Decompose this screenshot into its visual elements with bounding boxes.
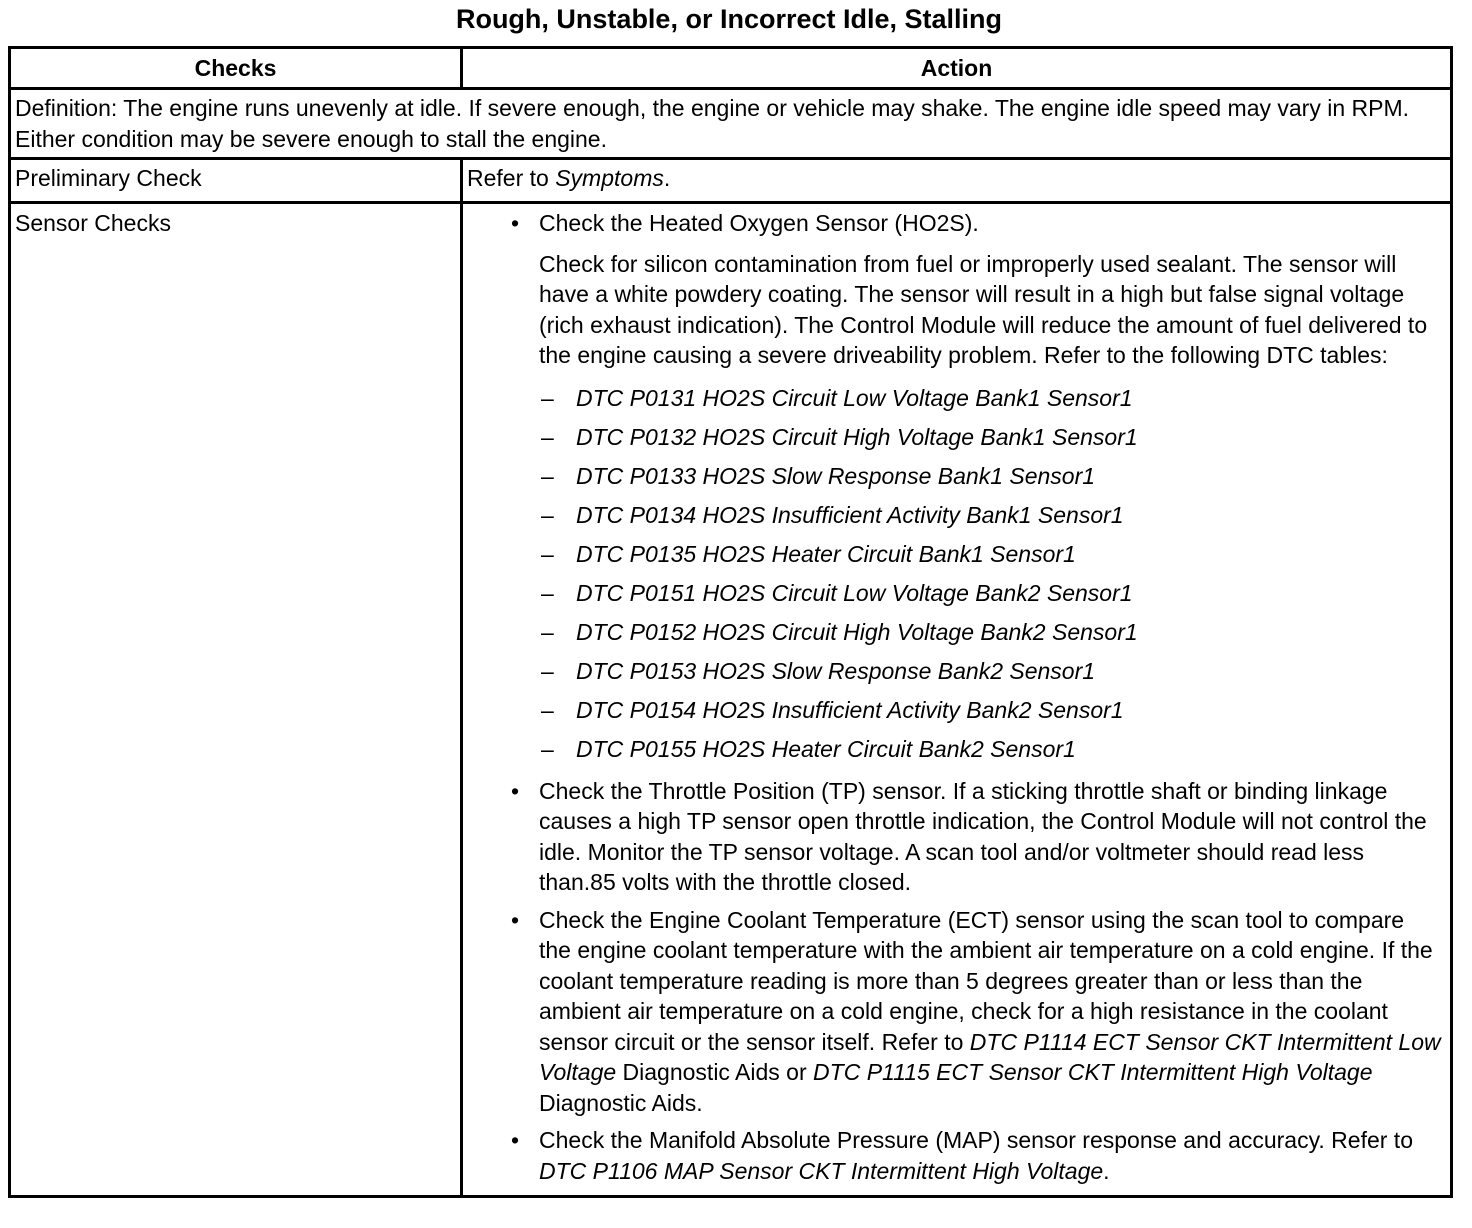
tp-bullet: [505, 776, 1442, 898]
dash-icon: –: [541, 735, 554, 762]
ect-bullet: [505, 905, 1442, 1119]
ect-text: Check the Engine Coolant Temperature (ECT) sensor using the scan tool to compare the engine coolant temperature with the ambient air temperature on a cold engine. If the coolant temperature reading is more than 5 degrees greater than or less than the ambient air temperature on a cold engine, check for a high resistance in the coolant sensor circuit or the sensor itself. Refer to: [539, 906, 1433, 1055]
ho2s-dtc-list: [539, 379, 1442, 769]
map-bullet: [505, 1125, 1442, 1186]
map-text: Check the Manifold Absolute Pressure (MAP) sensor response and accuracy. Refer to: [539, 1127, 1413, 1153]
dtc-reference: DTC P0153 HO2S Slow Response Bank2 Sensor1: [576, 657, 1096, 684]
diagnostic-table: [8, 46, 1453, 1198]
dtc-p1115-reference: DTC P1115 ECT Sensor CKT Intermittent High Voltage: [813, 1059, 1373, 1085]
preliminary-action-prefix: Refer to: [467, 165, 556, 191]
preliminary-row: [10, 159, 1452, 203]
dtc-list-item: [539, 652, 1442, 691]
dash-icon: –: [541, 384, 554, 411]
sensor-check-label: Sensor Checks: [10, 203, 462, 1197]
dtc-reference: DTC P0131 HO2S Circuit Low Voltage Bank1 Sensor1: [576, 384, 1133, 411]
dtc-reference: DTC P0155 HO2S Heater Circuit Bank2 Sensor1: [576, 735, 1076, 762]
action-header: Action: [462, 48, 1452, 89]
dash-icon: –: [541, 462, 554, 489]
dtc-p1114-reference: DTC P1114 ECT Sensor CKT Intermittent Low Voltage: [539, 1028, 1441, 1085]
dash-icon: –: [541, 618, 554, 645]
tp-bullet-text: Check the Throttle Position (TP) sensor. If a sticking throttle shaft or binding linkage causes a high TP sensor open throttle indication, the Control Module will not control the idle. Monitor the TP sensor voltage. A scan tool and/or voltmeter should read less than.85 volts with the throttle closed.: [539, 777, 1427, 895]
ho2s-paragraph: Check for silicon contamination from fuel or improperly used sealant. The sensor will have a white powdery coating. The sensor will result in a high but false signal voltage (rich exhaust indication). The Control Module will reduce the amount of fuel delivered to the engine causing a severe driveability problem. Refer to the following DTC tables:: [539, 250, 1428, 368]
map-bullet-text: [539, 1125, 1442, 1186]
dtc-reference: DTC P0151 HO2S Circuit Low Voltage Bank2 Sensor1: [576, 579, 1133, 606]
ect-bullet-text: [539, 905, 1442, 1119]
dash-icon: –: [541, 657, 554, 684]
sensor-row: [10, 203, 1452, 1197]
dtc-list-item: [539, 535, 1442, 574]
preliminary-check-label: Preliminary Check: [10, 159, 462, 203]
dtc-reference: DTC P0132 HO2S Circuit High Voltage Bank1 Sensor1: [576, 423, 1138, 450]
dash-icon: –: [541, 423, 554, 450]
dtc-list-item: [539, 613, 1442, 652]
dash-icon: –: [541, 540, 554, 567]
ect-end-text: Diagnostic Aids.: [539, 1089, 703, 1116]
dtc-list-item: [539, 418, 1442, 457]
dtc-list-item: [539, 496, 1442, 535]
definition-row: [10, 89, 1452, 159]
bullet-icon: •: [510, 210, 520, 236]
bullet-icon: •: [510, 906, 520, 933]
dtc-reference: DTC P0152 HO2S Circuit High Voltage Bank2 Sensor1: [576, 618, 1138, 645]
checks-header: Checks: [10, 48, 462, 89]
bullet-icon: •: [510, 1127, 520, 1153]
dtc-reference: DTC P0154 HO2S Insufficient Activity Bank2 Sensor1: [576, 696, 1124, 723]
dash-icon: –: [541, 501, 554, 528]
dtc-reference: DTC P0133 HO2S Slow Response Bank1 Sensor1: [576, 462, 1096, 489]
dtc-reference: DTC P0134 HO2S Insufficient Activity Bank1 Sensor1: [576, 501, 1124, 528]
header-row: [10, 48, 1452, 89]
ect-mid-text: Diagnostic Aids or: [616, 1059, 814, 1085]
ho2s-bullet-text: Check the Heated Oxygen Sensor (HO2S).: [539, 210, 979, 236]
dash-icon: –: [541, 696, 554, 723]
dtc-list-item: [539, 691, 1442, 730]
dash-icon: –: [541, 579, 554, 606]
dtc-list-item: [539, 457, 1442, 496]
dtc-list-item: [539, 730, 1442, 769]
symptoms-reference: Symptoms: [555, 165, 664, 191]
definition-text: Definition: The engine runs unevenly at idle. If severe enough, the engine or vehicle may shake. The engine idle speed may vary in RPM. Either condition may be severe enough to stall the engine.: [10, 89, 1452, 159]
preliminary-action-suffix: .: [663, 165, 671, 191]
sensor-action-list: [505, 208, 1442, 1186]
preliminary-action: [462, 159, 1452, 203]
dtc-list-item: [539, 379, 1442, 418]
page-title: Rough, Unstable, or Incorrect Idle, Stalling: [455, 4, 1003, 34]
map-end-text: .: [1103, 1157, 1110, 1184]
dtc-p1106-reference: DTC P1106 MAP Sensor CKT Intermittent High Voltage: [539, 1157, 1104, 1184]
sensor-actions: [462, 203, 1452, 1197]
ho2s-bullet: [505, 208, 1442, 769]
dtc-list-item: [539, 574, 1442, 613]
dtc-reference: DTC P0135 HO2S Heater Circuit Bank1 Sensor1: [576, 540, 1076, 567]
bullet-icon: •: [510, 777, 520, 804]
